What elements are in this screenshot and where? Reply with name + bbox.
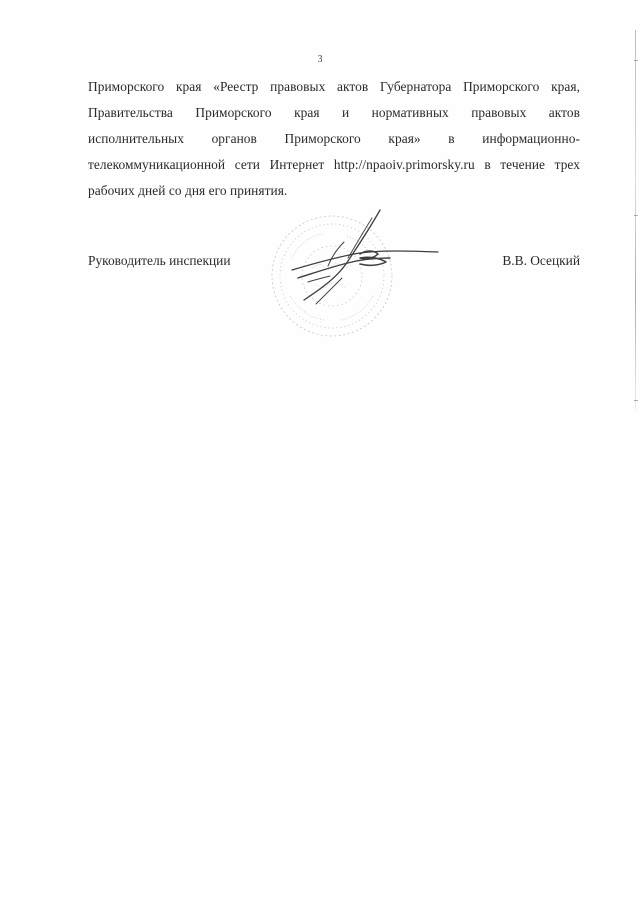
body-line-2: Правительства Приморского края и нормативных правовых актов	[88, 105, 580, 120]
scan-edge-mark	[634, 60, 638, 61]
body-line-1: Приморского края «Реестр правовых актов Губернатора Приморского края,	[88, 79, 580, 94]
page-number: 3	[317, 54, 323, 65]
body-line-4: телекоммуникационной сети Интернет http://npaoiv.primorsky.ru в течение трех	[88, 157, 580, 172]
body-line-3: исполнительных органов Приморского края» в информационно-	[88, 131, 580, 146]
scan-edge-line	[635, 30, 636, 410]
scan-edge-mark	[634, 400, 638, 401]
body-line-5: рабочих дней со дня его принятия.	[88, 183, 288, 198]
official-stamp-and-signature	[262, 208, 452, 338]
round-stamp-icon	[272, 216, 392, 336]
scan-edge-mark	[634, 215, 638, 216]
handwritten-signature-icon	[292, 210, 438, 304]
signatory-name: В.В. Осецкий	[502, 253, 580, 268]
signatory-title: Руководитель инспекции	[88, 253, 231, 268]
body-paragraph	[88, 74, 580, 204]
